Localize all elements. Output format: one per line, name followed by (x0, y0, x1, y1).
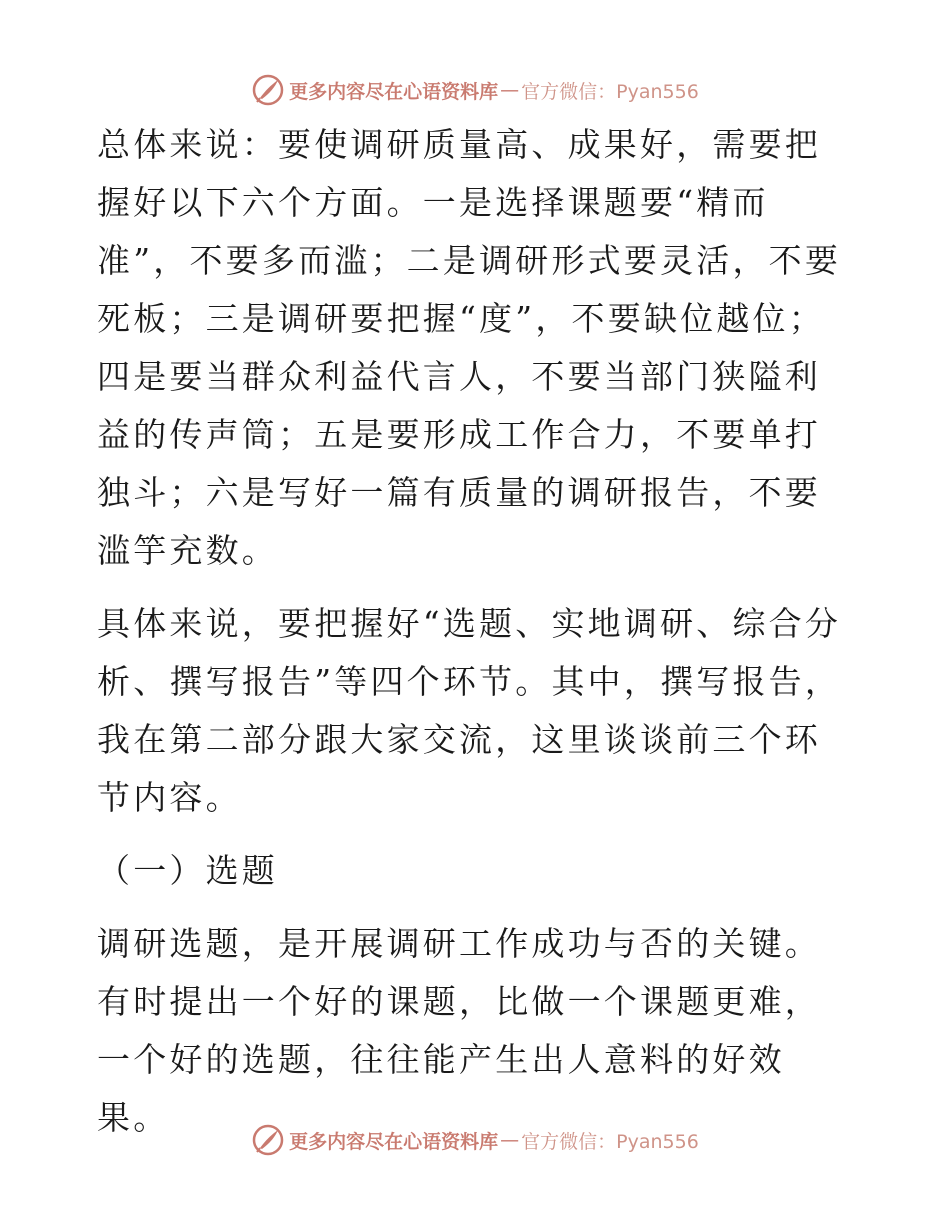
watermark-brand: 更多内容尽在心语资料库 (289, 80, 499, 103)
paragraph-overview: 总体来说：要使调研质量高、成果好，需要把握好以下六个方面。一是选择课题要“精而准”，不要多而滥；二是调研形式要灵活，不要死板；三是调研要把握“度”，不要缺位越位；四是要当群众利益代言人，不要当部门狭隘利益的传声筒；五是要形成工作合力，不要单打独斗；六是写好一篇有质量的调研报告，不要滥竽充数。 (97, 125, 842, 570)
document-body (97, 116, 857, 1147)
watermark-contact: 官方微信：Pyan556 (521, 80, 699, 103)
watermark-dash: — (500, 1129, 520, 1151)
section-heading: （一）选题 (97, 851, 278, 890)
quill-logo-icon (251, 73, 285, 107)
paragraph-topic-selection: 调研选题，是开展调研工作成功与否的关键。有时提出一个好的课题，比做一个课题更难，一个好的选题，往往能产生出人意料的好效果。 (97, 924, 821, 1137)
footer-watermark (0, 1120, 950, 1160)
watermark-dash: — (500, 79, 520, 101)
quill-logo-icon (251, 1123, 285, 1157)
header-watermark (0, 70, 950, 110)
watermark-brand: 更多内容尽在心语资料库 (289, 1130, 499, 1153)
watermark-contact: 官方微信：Pyan556 (521, 1130, 699, 1153)
paragraph-specifics: 具体来说，要把握好“选题、实地调研、综合分析、撰写报告”等四个环节。其中，撰写报告，我在第二部分跟大家交流，这里谈谈前三个环节内容。 (97, 604, 842, 817)
